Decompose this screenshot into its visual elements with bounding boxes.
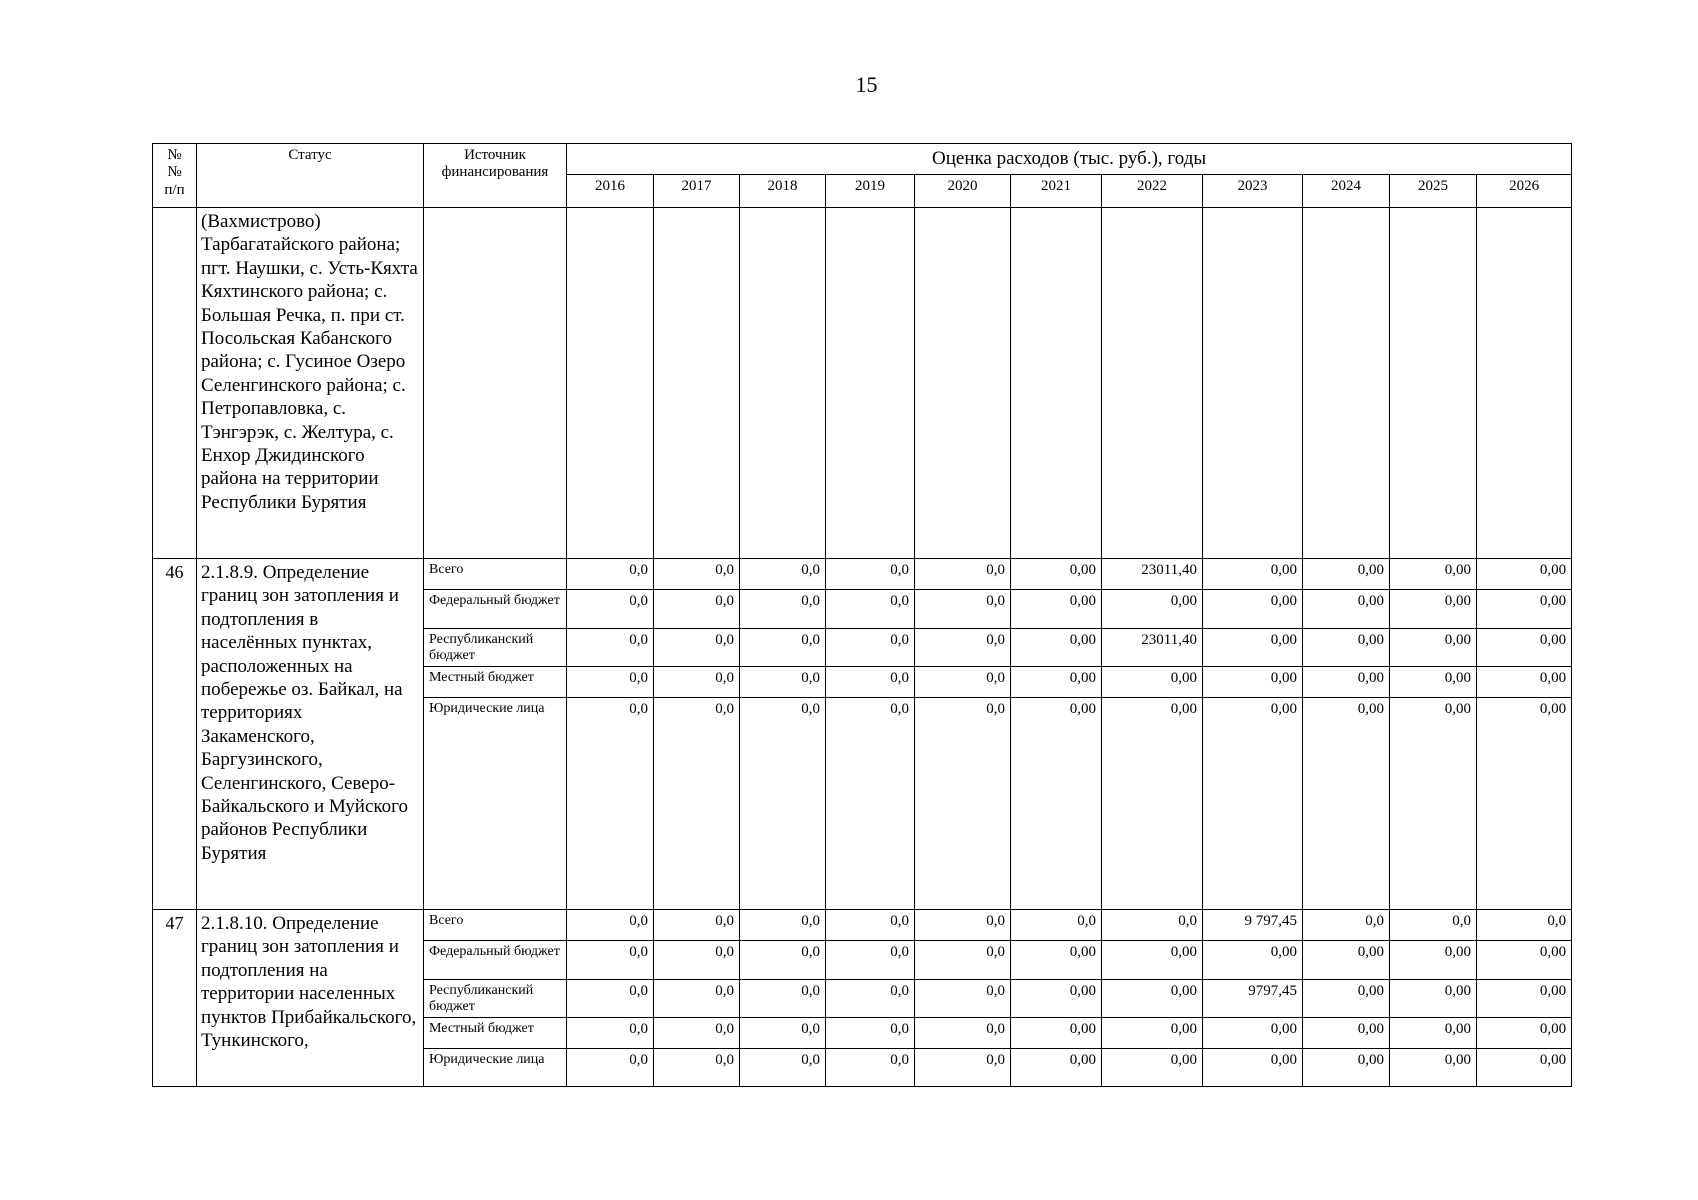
value-cell-2017: 0,0 — [654, 1018, 740, 1049]
value-cell-2026: 0,00 — [1477, 1049, 1572, 1087]
value-cell-2023: 9 797,45 — [1203, 910, 1303, 941]
header-status: Статус — [197, 144, 424, 208]
value-cell-2026: 0,00 — [1477, 698, 1572, 910]
header-year-2017: 2017 — [654, 175, 740, 208]
value-cell-2017: 0,0 — [654, 1049, 740, 1087]
value-cell-2022: 0,00 — [1102, 980, 1203, 1018]
table-row-continuation — [153, 208, 1572, 559]
continuation-value — [1477, 208, 1572, 559]
value-cell-2026: 0,00 — [1477, 629, 1572, 667]
continuation-value — [567, 208, 654, 559]
value-cell-2026: 0,00 — [1477, 941, 1572, 980]
funding-source: Федеральный бюджет — [424, 941, 567, 980]
value-cell-2023: 0,00 — [1203, 667, 1303, 698]
value-cell-2024: 0,00 — [1303, 590, 1390, 629]
funding-source: Юридические лица — [424, 1049, 567, 1087]
header-year-2021: 2021 — [1011, 175, 1102, 208]
item-status: 2.1.8.9. Определение границ зон затопления и подтопления в населённых пунктах, расположенных на побережье оз. Байкал, на территориях Закаменского, Баргузинского, Селенгинского, Северо-Байкальского и Муйского районов Республики Бурятия — [197, 559, 424, 910]
value-cell-2021: 0,00 — [1011, 698, 1102, 910]
value-cell-2016: 0,0 — [567, 980, 654, 1018]
value-cell-2023: 9797,45 — [1203, 980, 1303, 1018]
header-year-2025: 2025 — [1390, 175, 1477, 208]
value-cell-2025: 0,00 — [1390, 941, 1477, 980]
continuation-source — [424, 208, 567, 559]
value-cell-2017: 0,0 — [654, 941, 740, 980]
header-year-2018: 2018 — [740, 175, 826, 208]
value-cell-2017: 0,0 — [654, 629, 740, 667]
value-cell-2026: 0,00 — [1477, 667, 1572, 698]
header-year-2016: 2016 — [567, 175, 654, 208]
header-year-2024: 2024 — [1303, 175, 1390, 208]
value-cell-2020: 0,0 — [915, 910, 1011, 941]
continuation-value — [826, 208, 915, 559]
value-cell-2022: 0,00 — [1102, 667, 1203, 698]
funding-source: Местный бюджет — [424, 667, 567, 698]
value-cell-2020: 0,0 — [915, 1049, 1011, 1087]
value-cell-2021: 0,00 — [1011, 667, 1102, 698]
value-cell-2019: 0,0 — [826, 590, 915, 629]
value-cell-2021: 0,0 — [1011, 910, 1102, 941]
funding-source: Местный бюджет — [424, 1018, 567, 1049]
value-cell-2020: 0,0 — [915, 629, 1011, 667]
value-cell-2023: 0,00 — [1203, 559, 1303, 590]
funding-source: Республиканский бюджет — [424, 629, 567, 667]
value-cell-2021: 0,00 — [1011, 590, 1102, 629]
value-cell-2023: 0,00 — [1203, 629, 1303, 667]
value-cell-2023: 0,00 — [1203, 941, 1303, 980]
budget-table — [152, 143, 1572, 1087]
value-cell-2018: 0,0 — [740, 980, 826, 1018]
value-cell-2024: 0,00 — [1303, 559, 1390, 590]
value-cell-2016: 0,0 — [567, 1018, 654, 1049]
continuation-value — [915, 208, 1011, 559]
continuation-value — [1203, 208, 1303, 559]
value-cell-2024: 0,00 — [1303, 667, 1390, 698]
value-cell-2025: 0,0 — [1390, 910, 1477, 941]
value-cell-2018: 0,0 — [740, 667, 826, 698]
value-cell-2022: 0,00 — [1102, 1018, 1203, 1049]
value-cell-2017: 0,0 — [654, 698, 740, 910]
value-cell-2021: 0,00 — [1011, 941, 1102, 980]
value-cell-2016: 0,0 — [567, 1049, 654, 1087]
value-cell-2026: 0,00 — [1477, 980, 1572, 1018]
table-row — [153, 559, 1572, 590]
header-estimate: Оценка расходов (тыс. руб.), годы — [567, 144, 1572, 175]
value-cell-2025: 0,00 — [1390, 1049, 1477, 1087]
value-cell-2017: 0,0 — [654, 559, 740, 590]
value-cell-2026: 0,00 — [1477, 559, 1572, 590]
value-cell-2019: 0,0 — [826, 667, 915, 698]
funding-source: Юридические лица — [424, 698, 567, 910]
value-cell-2026: 0,0 — [1477, 910, 1572, 941]
continuation-value — [654, 208, 740, 559]
value-cell-2024: 0,00 — [1303, 698, 1390, 910]
value-cell-2019: 0,0 — [826, 941, 915, 980]
header-source: Источник финансирования — [424, 144, 567, 208]
item-number: 47 — [153, 910, 197, 1087]
value-cell-2019: 0,0 — [826, 1049, 915, 1087]
header-year-2026: 2026 — [1477, 175, 1572, 208]
value-cell-2019: 0,0 — [826, 629, 915, 667]
value-cell-2018: 0,0 — [740, 1018, 826, 1049]
value-cell-2022: 0,00 — [1102, 1049, 1203, 1087]
table-row — [153, 910, 1572, 941]
value-cell-2021: 0,00 — [1011, 1018, 1102, 1049]
value-cell-2018: 0,0 — [740, 941, 826, 980]
value-cell-2025: 0,00 — [1390, 667, 1477, 698]
continuation-value — [1303, 208, 1390, 559]
value-cell-2020: 0,0 — [915, 559, 1011, 590]
value-cell-2017: 0,0 — [654, 910, 740, 941]
value-cell-2019: 0,0 — [826, 698, 915, 910]
continuation-value — [740, 208, 826, 559]
value-cell-2025: 0,00 — [1390, 1018, 1477, 1049]
header-year-2023: 2023 — [1203, 175, 1303, 208]
value-cell-2023: 0,00 — [1203, 590, 1303, 629]
value-cell-2018: 0,0 — [740, 590, 826, 629]
value-cell-2020: 0,0 — [915, 941, 1011, 980]
value-cell-2025: 0,00 — [1390, 559, 1477, 590]
value-cell-2016: 0,0 — [567, 910, 654, 941]
value-cell-2024: 0,0 — [1303, 910, 1390, 941]
funding-source: Федеральный бюджет — [424, 590, 567, 629]
value-cell-2023: 0,00 — [1203, 1049, 1303, 1087]
header-year-2019: 2019 — [826, 175, 915, 208]
value-cell-2019: 0,0 — [826, 1018, 915, 1049]
value-cell-2026: 0,00 — [1477, 590, 1572, 629]
funding-source: Всего — [424, 910, 567, 941]
value-cell-2025: 0,00 — [1390, 698, 1477, 910]
value-cell-2020: 0,0 — [915, 1018, 1011, 1049]
value-cell-2017: 0,0 — [654, 590, 740, 629]
value-cell-2016: 0,0 — [567, 559, 654, 590]
value-cell-2022: 0,0 — [1102, 910, 1203, 941]
value-cell-2018: 0,0 — [740, 629, 826, 667]
value-cell-2025: 0,00 — [1390, 980, 1477, 1018]
value-cell-2018: 0,0 — [740, 559, 826, 590]
value-cell-2020: 0,0 — [915, 980, 1011, 1018]
table-body — [153, 208, 1572, 1087]
value-cell-2020: 0,0 — [915, 590, 1011, 629]
value-cell-2023: 0,00 — [1203, 698, 1303, 910]
value-cell-2022: 0,00 — [1102, 590, 1203, 629]
continuation-value — [1102, 208, 1203, 559]
value-cell-2022: 0,00 — [1102, 941, 1203, 980]
page-number: 15 — [855, 72, 878, 97]
value-cell-2021: 0,00 — [1011, 559, 1102, 590]
value-cell-2017: 0,0 — [654, 980, 740, 1018]
value-cell-2019: 0,0 — [826, 559, 915, 590]
continuation-value — [1390, 208, 1477, 559]
value-cell-2021: 0,00 — [1011, 629, 1102, 667]
value-cell-2021: 0,00 — [1011, 980, 1102, 1018]
value-cell-2020: 0,0 — [915, 698, 1011, 910]
value-cell-2024: 0,00 — [1303, 980, 1390, 1018]
header-year-2020: 2020 — [915, 175, 1011, 208]
value-cell-2020: 0,0 — [915, 667, 1011, 698]
value-cell-2025: 0,00 — [1390, 590, 1477, 629]
continuation-num — [153, 208, 197, 559]
value-cell-2021: 0,00 — [1011, 1049, 1102, 1087]
funding-source: Республиканский бюджет — [424, 980, 567, 1018]
value-cell-2025: 0,00 — [1390, 629, 1477, 667]
value-cell-2016: 0,0 — [567, 667, 654, 698]
value-cell-2019: 0,0 — [826, 910, 915, 941]
value-cell-2024: 0,00 — [1303, 1049, 1390, 1087]
value-cell-2024: 0,00 — [1303, 941, 1390, 980]
value-cell-2018: 0,0 — [740, 910, 826, 941]
value-cell-2024: 0,00 — [1303, 629, 1390, 667]
value-cell-2016: 0,0 — [567, 941, 654, 980]
item-number: 46 — [153, 559, 197, 910]
value-cell-2022: 23011,40 — [1102, 559, 1203, 590]
value-cell-2018: 0,0 — [740, 1049, 826, 1087]
value-cell-2024: 0,00 — [1303, 1018, 1390, 1049]
item-status: 2.1.8.10. Определение границ зон затопления и подтопления на территории населенных пунктов Прибайкальского, Тункинского, — [197, 910, 424, 1087]
value-cell-2018: 0,0 — [740, 698, 826, 910]
value-cell-2022: 0,00 — [1102, 698, 1203, 910]
header-row-top — [153, 144, 1572, 175]
value-cell-2016: 0,0 — [567, 590, 654, 629]
value-cell-2017: 0,0 — [654, 667, 740, 698]
funding-source: Всего — [424, 559, 567, 590]
continuation-status: (Вахмистрово) Тарбагатайского района; пгт. Наушки, с. Усть-Кяхта Кяхтинского района; с. Большая Речка, п. при ст. Посольская Кабанского района; с. Гусиное Озеро Селенгинского района; с. Петропавловка, с. Тэнгэрэк, с. Желтура, с. Енхор Джидинского района на территории Республики Бурятия — [197, 208, 424, 559]
header-year-2022: 2022 — [1102, 175, 1203, 208]
value-cell-2026: 0,00 — [1477, 1018, 1572, 1049]
header-num: № № п/п — [153, 144, 197, 208]
continuation-value — [1011, 208, 1102, 559]
value-cell-2022: 23011,40 — [1102, 629, 1203, 667]
value-cell-2016: 0,0 — [567, 698, 654, 910]
value-cell-2019: 0,0 — [826, 980, 915, 1018]
value-cell-2016: 0,0 — [567, 629, 654, 667]
value-cell-2023: 0,00 — [1203, 1018, 1303, 1049]
